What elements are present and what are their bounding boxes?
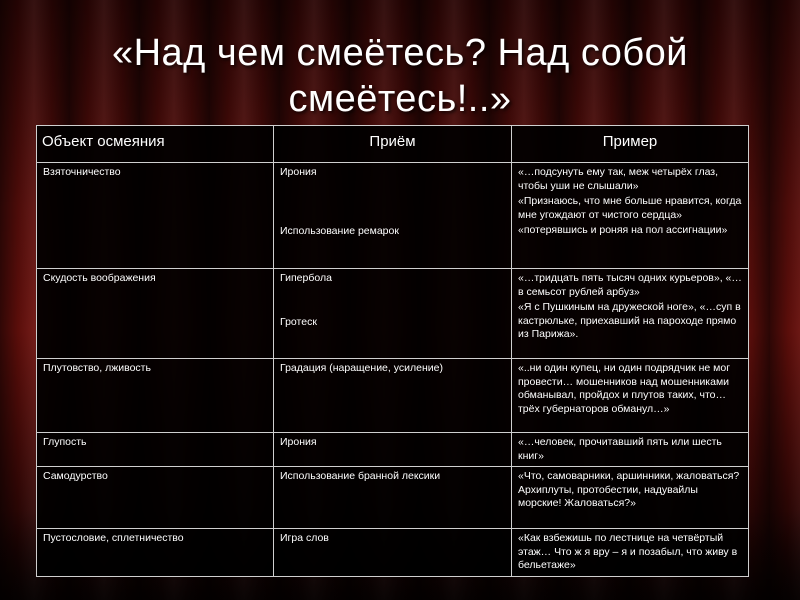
table-row — [37, 433, 749, 467]
technique-text: Ирония — [280, 166, 317, 178]
cell-technique — [274, 269, 512, 359]
header-example: Пример — [512, 126, 749, 163]
table-row — [37, 163, 749, 269]
example-text: «…тридцать пять тысяч одних курьеров», «… в семьсот рублей арбуз» — [518, 272, 742, 298]
header-object: Объект осмеяния — [37, 126, 274, 163]
cell-example — [512, 529, 749, 577]
technique-text: Ирония — [280, 436, 317, 448]
technique-text: Гипербола — [280, 272, 332, 284]
table-row — [37, 529, 749, 577]
cell-object: Самодурство — [37, 467, 274, 529]
technique-text: Использование бранной лексики — [280, 470, 441, 482]
example-text: «…подсунуть ему так, меж четырёх глаз, чтобы уши не слышали» — [518, 166, 719, 192]
cell-example — [512, 467, 749, 529]
cell-example — [512, 359, 749, 433]
cell-technique — [274, 433, 512, 467]
table-row — [37, 359, 749, 433]
cell-object: Плутовство, лживость — [37, 359, 274, 433]
cell-object: Пустословие, сплетничество — [37, 529, 274, 577]
cell-technique — [274, 163, 512, 269]
cell-example — [512, 163, 749, 269]
cell-technique — [274, 359, 512, 433]
technique-text: Игра слов — [280, 532, 329, 544]
slide-title: «Над чем смеётесь? Над собой смеётесь!..» — [111, 32, 689, 120]
example-text: «Что, самоварники, аршинники, жаловаться? Архиплуты, протобестии, надувайлы морские! Жаловаться?» — [518, 470, 740, 509]
example-text: «Признаюсь, что мне больше нравится, когда мне угождают от чистого сердца» — [518, 195, 742, 221]
cell-technique — [274, 467, 512, 529]
technique-text: Градация (наращение, усиление) — [280, 362, 443, 374]
cell-example — [512, 269, 749, 359]
technique-text: Использование ремарок — [280, 224, 399, 237]
table-row — [37, 269, 749, 359]
cell-object: Глупость — [37, 433, 274, 467]
cell-example — [512, 433, 749, 467]
example-text: «..ни один купец, ни один подрядчик не мог провести… мошенников над мошенниками обманывал, пройдох и плутов таких, что…трёх губернаторов обманул…» — [518, 362, 731, 415]
satire-table — [36, 125, 749, 577]
technique-text: Гротеск — [280, 315, 317, 328]
example-text: «Как взбежишь по лестнице на четвёртый этаж… Что ж я вру – я и позабыл, что живу в бельетаже» — [518, 532, 738, 571]
example-text: «потерявшись и роняя на пол ассигнации» — [518, 224, 728, 236]
cell-object: Взяточничество — [37, 163, 274, 269]
header-technique: Приём — [274, 126, 512, 163]
table-header-row — [37, 126, 749, 163]
example-text: «…человек, прочитавший пять или шесть книг» — [518, 436, 722, 462]
cell-technique — [274, 529, 512, 577]
cell-object: Скудость воображения — [37, 269, 274, 359]
table-row — [37, 467, 749, 529]
example-text: «Я с Пушкиным на дружеской ноге», «…суп в кастрюльке, приехавший на пароходе прямо из Парижа». — [518, 301, 741, 340]
